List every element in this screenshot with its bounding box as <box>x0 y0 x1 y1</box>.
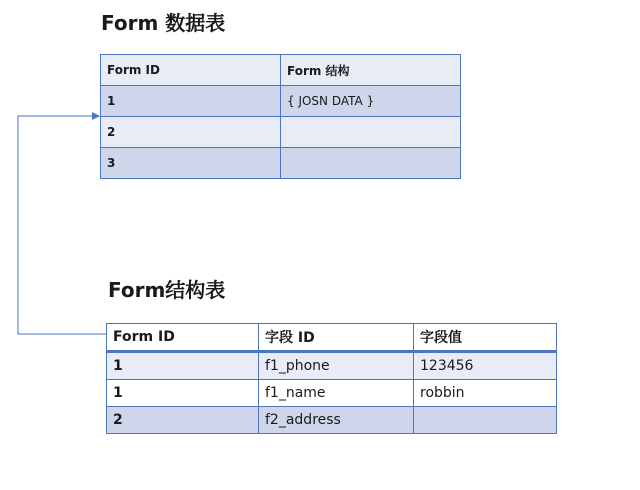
header-cell-field-value: 字段值 <box>414 324 557 352</box>
cell-form-structure: { JOSN DATA } <box>281 86 461 117</box>
cell-field-value: 123456 <box>414 352 557 380</box>
table-row <box>101 86 461 117</box>
table-header-row <box>101 55 461 86</box>
cell-form-id: 2 <box>101 117 281 148</box>
table-row <box>107 407 557 434</box>
table-header-row <box>107 324 557 352</box>
cell-form-id: 3 <box>101 148 281 179</box>
cell-form-id: 2 <box>107 407 259 434</box>
cell-form-structure <box>281 117 461 148</box>
form-structure-table <box>106 323 557 434</box>
structure-table-title: Form结构表 <box>108 278 226 302</box>
cell-field-id: f1_phone <box>259 352 414 380</box>
cell-form-id: 1 <box>107 352 259 380</box>
header-cell-field-id: 字段 ID <box>259 324 414 352</box>
table-row <box>107 380 557 407</box>
cell-field-value: robbin <box>414 380 557 407</box>
header-cell-form-structure: Form 结构 <box>281 55 461 86</box>
form-data-table <box>100 54 461 179</box>
cell-field-id: f1_name <box>259 380 414 407</box>
cell-form-id: 1 <box>101 86 281 117</box>
form-table-title: Form 数据表 <box>101 11 226 35</box>
cell-field-value <box>414 407 557 434</box>
table-row <box>101 117 461 148</box>
table-row <box>107 352 557 380</box>
table-row <box>101 148 461 179</box>
header-cell-form-id: Form ID <box>101 55 281 86</box>
cell-form-id: 1 <box>107 380 259 407</box>
cell-field-id: f2_address <box>259 407 414 434</box>
cell-form-structure <box>281 148 461 179</box>
header-cell-form-id: Form ID <box>107 324 259 352</box>
connector-line <box>18 116 106 334</box>
